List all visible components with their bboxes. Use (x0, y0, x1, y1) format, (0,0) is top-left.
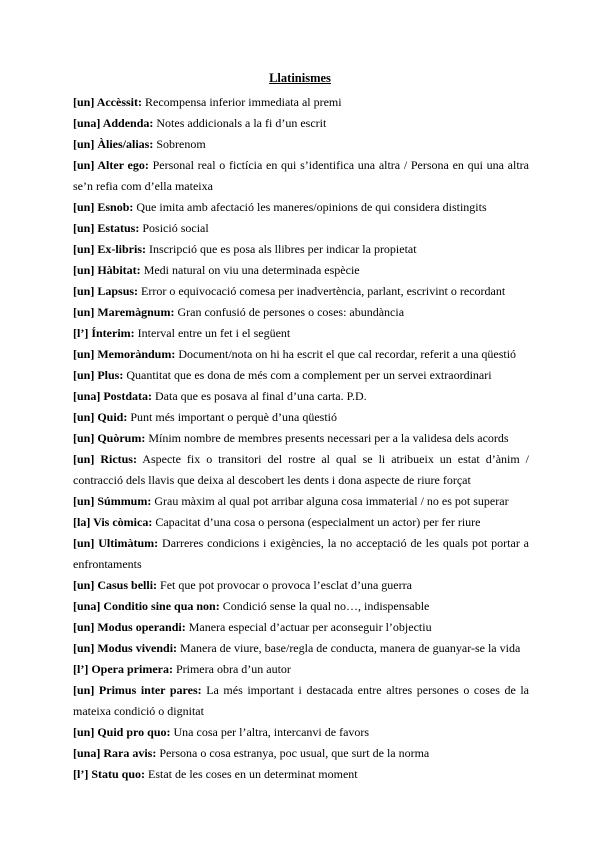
glossary-entry (73, 302, 529, 323)
term-word: Quid pro quo: (97, 725, 171, 739)
glossary-term (73, 95, 142, 109)
term-word: Ínterim: (91, 326, 135, 340)
glossary-definition: Data que es posava al final d’una carta. P.D. (155, 389, 367, 403)
glossary-term (73, 641, 177, 655)
term-word: Postdata: (103, 389, 153, 403)
glossary-term (73, 158, 149, 172)
glossary-definition: Mínim nombre de membres presents necessari per a la validesa dels acords (148, 431, 509, 445)
glossary-term (73, 494, 151, 508)
glossary-entry (73, 344, 529, 365)
glossary-entry (73, 743, 529, 764)
glossary-entry (73, 491, 529, 512)
glossary-term (73, 620, 186, 634)
glossary-entry (73, 92, 529, 113)
term-word: Modus operandi: (97, 620, 186, 634)
glossary-definition: Estat de les coses en un determinat moment (148, 767, 358, 781)
glossary-term (73, 452, 137, 466)
glossary-entry (73, 113, 529, 134)
glossary-term (73, 746, 156, 760)
glossary-entry (73, 155, 529, 197)
glossary-term (73, 137, 153, 151)
glossary-definition: Primera obra d’un autor (175, 662, 291, 676)
term-word: Primus inter pares: (98, 683, 202, 697)
term-article: [un] (73, 410, 95, 424)
glossary-entry (73, 722, 529, 743)
glossary-term (73, 410, 127, 424)
glossary-definition: Una cosa per l’altra, intercanvi de favors (173, 725, 370, 739)
glossary-term (73, 578, 157, 592)
glossary-definition: Aspecte fix o transitori del rostre al qual se li atribueix un estat d’ànim / contracció dels llavis que deixa al descobert les dents i dona aspecte de riure forçat (73, 452, 530, 487)
term-article: [l’] (73, 662, 89, 676)
glossary-definition: Recompensa inferior immediata al premi (145, 95, 342, 109)
glossary-definition: Posició social (142, 221, 209, 235)
glossary-term (73, 116, 153, 130)
term-word: Àlies/alias: (97, 137, 154, 151)
term-article: [un] (73, 620, 95, 634)
term-article: [un] (73, 683, 95, 697)
glossary-definition: Personal real o fictícia en qui s’identifica una altra / Persona en qui una altra se’n refia com d’ella mateixa (73, 158, 530, 193)
glossary-entry (73, 533, 529, 575)
term-word: Modus vivendi: (97, 641, 178, 655)
glossary-definition: Grau màxim al qual pot arribar alguna cosa immaterial / no es pot superar (154, 494, 509, 508)
term-article: [un] (73, 221, 95, 235)
glossary-entry (73, 596, 529, 617)
glossary-entry (73, 449, 529, 491)
term-article: [la] (73, 515, 91, 529)
glossary-term (73, 326, 135, 340)
glossary-entry (73, 659, 529, 680)
term-word: Alter ego: (97, 158, 149, 172)
term-article: [una] (73, 599, 101, 613)
glossary-term (73, 368, 123, 382)
glossary-term (73, 263, 141, 277)
term-article: [un] (73, 200, 95, 214)
term-article: [l’] (73, 767, 89, 781)
glossary-term (73, 347, 175, 361)
term-article: [una] (73, 116, 101, 130)
glossary-definition: Gran confusió de persones o coses: abundància (177, 305, 405, 319)
term-article: [un] (73, 158, 95, 172)
term-article: [un] (73, 95, 95, 109)
glossary-definition: Sobrenom (156, 137, 206, 151)
term-article: [un] (73, 452, 95, 466)
glossary-definition: Punt més important o perquè d’una qüestió (130, 410, 337, 424)
glossary-definition: Capacitat d’una cosa o persona (especialment un actor) per fer riure (155, 515, 481, 529)
glossary-entry (73, 365, 529, 386)
glossary-term (73, 725, 171, 739)
page-title: Llatinismes (269, 71, 331, 85)
term-article: [un] (73, 347, 95, 361)
glossary-term (73, 389, 152, 403)
term-article: [un] (73, 641, 95, 655)
term-word: Statu quo: (91, 767, 146, 781)
glossary-entry (73, 386, 529, 407)
glossary-term (73, 284, 138, 298)
glossary-definition: Quantitat que es dona de més com a complement per un servei extraordinari (126, 368, 492, 382)
term-word: Accèssit: (96, 95, 142, 109)
glossary-entry (73, 134, 529, 155)
term-article: [un] (73, 284, 95, 298)
glossary-definition: La més important i destacada entre altres persones o coses de la mateixa condició o dignitat (73, 683, 530, 718)
glossary-term (73, 242, 146, 256)
term-article: [un] (73, 242, 95, 256)
glossary-term (73, 536, 158, 550)
glossary-definition: Manera especial d’actuar per aconseguir l’objectiu (188, 620, 432, 634)
glossary-term (73, 200, 133, 214)
glossary-definition: Persona o cosa estranya, poc usual, que surt de la norma (159, 746, 430, 760)
glossary-list (73, 92, 529, 785)
term-article: [un] (73, 368, 95, 382)
term-article: [una] (73, 389, 101, 403)
term-word: Vis còmica: (93, 515, 153, 529)
term-word: Maremàgnum: (97, 305, 175, 319)
glossary-entry (73, 197, 529, 218)
glossary-definition: Document/nota on hi ha escrit el que cal recordar, referit a una qüestió (178, 347, 517, 361)
term-article: [un] (73, 725, 95, 739)
term-word: Súmmum: (97, 494, 152, 508)
glossary-entry (73, 764, 529, 785)
term-article: [un] (73, 263, 95, 277)
term-article: [un] (73, 536, 95, 550)
term-article: [un] (73, 137, 95, 151)
glossary-definition: Inscripció que es posa als llibres per indicar la propietat (149, 242, 417, 256)
glossary-term (73, 683, 202, 697)
term-word: Plus: (97, 368, 124, 382)
glossary-term (73, 305, 174, 319)
term-word: Opera primera: (91, 662, 173, 676)
glossary-entry (73, 638, 529, 659)
term-word: Memoràndum: (97, 347, 176, 361)
term-word: Ultimàtum: (98, 536, 159, 550)
glossary-term (73, 662, 173, 676)
term-word: Quòrum: (97, 431, 146, 445)
glossary-definition: Que imita amb afectació les maneres/opinions de qui considera distingits (136, 200, 487, 214)
glossary-term (73, 767, 145, 781)
glossary-definition: Fet que pot provocar o provoca l’esclat d’una guerra (160, 578, 412, 592)
term-article: [l’] (73, 326, 89, 340)
term-article: [un] (73, 305, 95, 319)
term-article: [un] (73, 578, 95, 592)
term-word: Rictus: (100, 452, 137, 466)
glossary-entry (73, 512, 529, 533)
glossary-entry (73, 617, 529, 638)
term-word: Rara avis: (103, 746, 157, 760)
glossary-entry (73, 218, 529, 239)
glossary-entry (73, 428, 529, 449)
glossary-entry (73, 323, 529, 344)
glossary-term (73, 431, 145, 445)
term-word: Esnob: (97, 200, 134, 214)
term-word: Lapsus: (97, 284, 139, 298)
term-article: [un] (73, 494, 95, 508)
glossary-entry (73, 575, 529, 596)
glossary-definition: Interval entre un fet i el següent (137, 326, 291, 340)
glossary-definition: Notes addicionals a la fi d’un escrit (156, 116, 327, 130)
glossary-entry (73, 239, 529, 260)
term-word: Conditio sine qua non: (103, 599, 220, 613)
term-word: Ex-libris: (97, 242, 147, 256)
glossary-definition: Error o equivocació comesa per inadvertència, parlant, escrivint o recordant (141, 284, 506, 298)
glossary-entry (73, 407, 529, 428)
glossary-term (73, 221, 139, 235)
glossary-entry (73, 281, 529, 302)
glossary-term (73, 599, 220, 613)
glossary-entry (73, 260, 529, 281)
term-word: Quid: (97, 410, 128, 424)
glossary-definition: Medi natural on viu una determinada espècie (143, 263, 360, 277)
term-article: [una] (73, 746, 101, 760)
glossary-definition: Darreres condicions i exigències, la no acceptació de les quals pot portar a enfrontaments (73, 536, 529, 571)
glossary-definition: Condició sense la qual no…, indispensable (222, 599, 430, 613)
term-article: [un] (73, 431, 95, 445)
glossary-definition: Manera de viure, base/regla de conducta, manera de guanyar-se la vida (180, 641, 521, 655)
term-word: Casus belli: (97, 578, 158, 592)
term-word: Estatus: (97, 221, 140, 235)
term-word: Hàbitat: (97, 263, 141, 277)
term-word: Addenda: (102, 116, 154, 130)
glossary-term (73, 515, 152, 529)
glossary-entry (73, 680, 529, 722)
